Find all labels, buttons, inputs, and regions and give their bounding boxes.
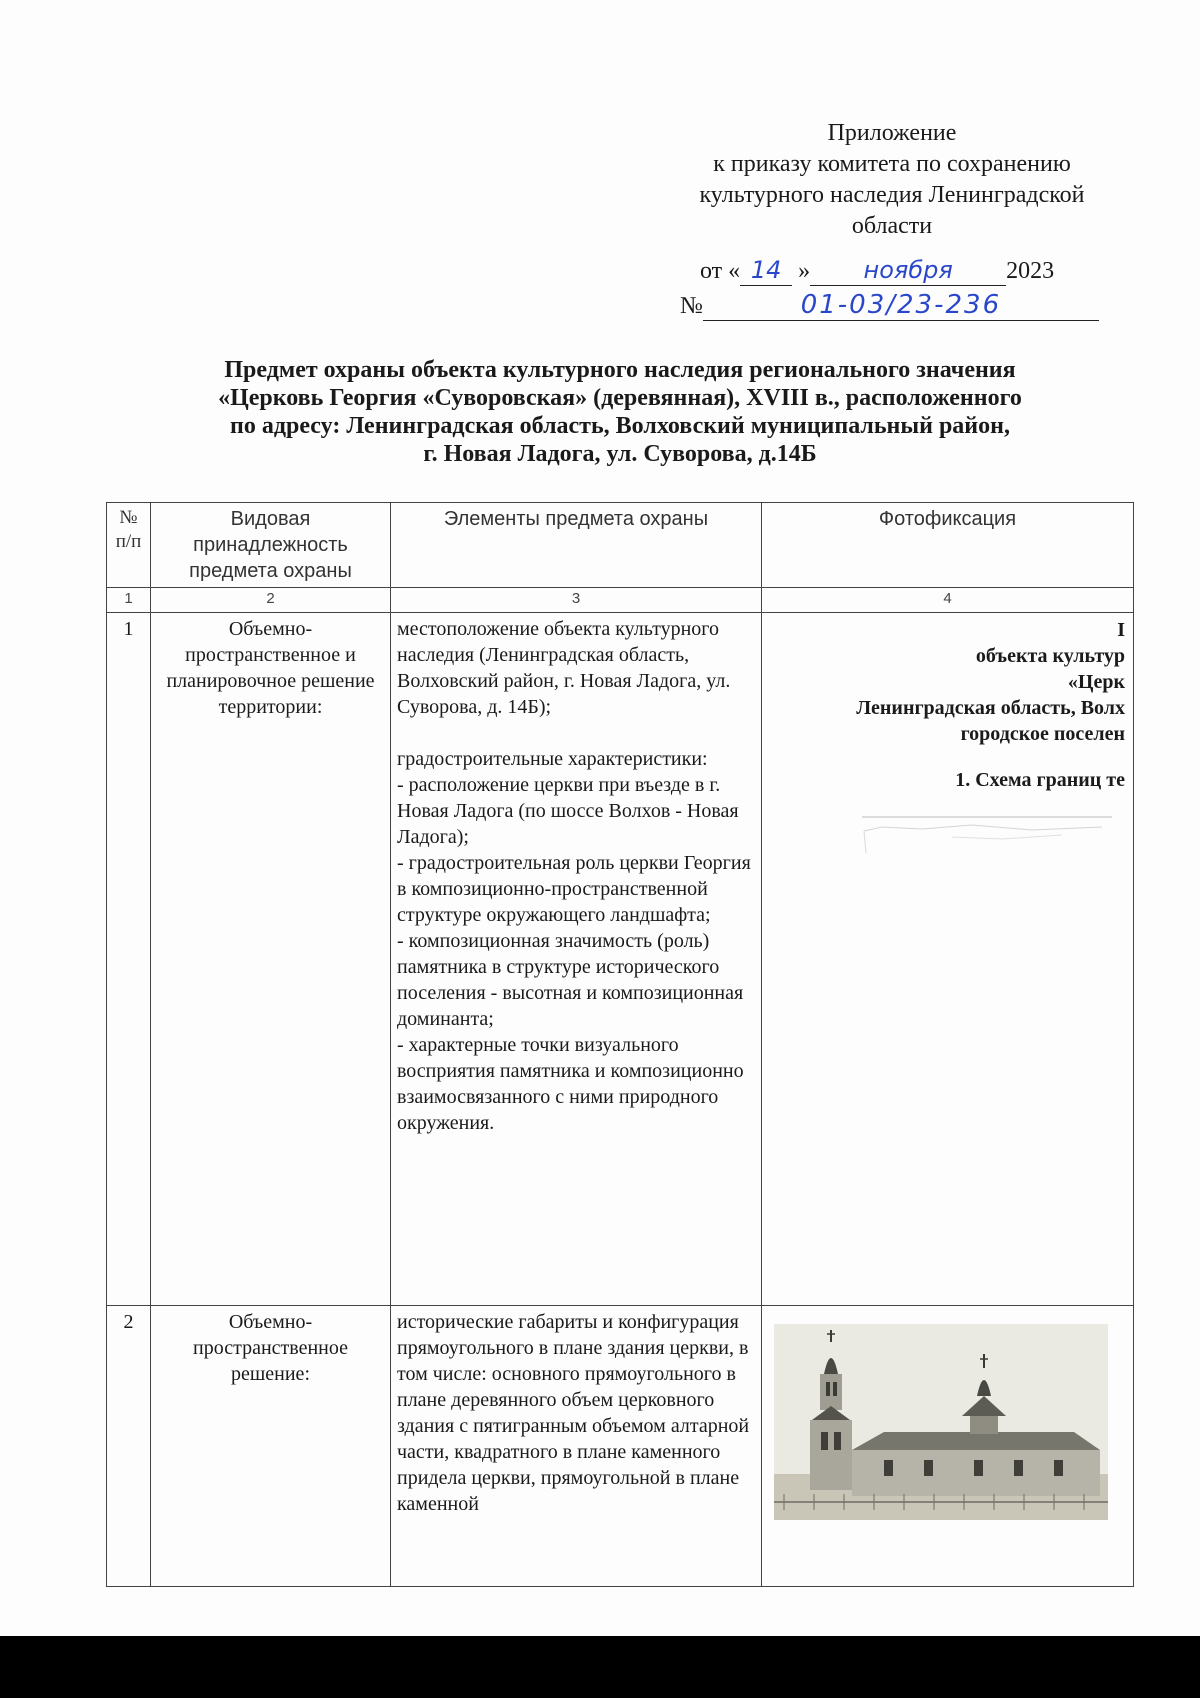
- element-paragraph: - характерные точки визуального восприятия памятника и композиционно взаимосвязанного с ними природного окружения.: [397, 1034, 744, 1134]
- column-number-row: [107, 588, 1134, 613]
- order-number-handwritten: 01-03/23-236: [800, 290, 1002, 320]
- row-elements: [391, 613, 762, 1306]
- scheme-title-line: «Церк: [1067, 671, 1125, 693]
- header-elements: Элементы предмета охраны: [391, 503, 762, 588]
- church-photo: [774, 1324, 1108, 1520]
- date-month-handwritten: ноября: [863, 256, 953, 284]
- element-paragraph: градостроительные характеристики:: [397, 748, 708, 770]
- element-paragraph: - расположение церкви при въезде в г. Новая Ладога (по шоссе Волхов - Новая Ладога);: [397, 774, 739, 848]
- boundary-scheme-title: [856, 617, 1125, 793]
- scheme-title-line: объекта культур: [975, 645, 1125, 667]
- scheme-title-line: I: [1117, 619, 1125, 641]
- header-type: Видовая принадлежность предмета охраны: [151, 503, 391, 588]
- title-line: Предмет охраны объекта культурного наследия регионального значения: [224, 357, 1016, 383]
- row-number: 2: [107, 1306, 151, 1587]
- protection-subject-table: [106, 502, 1134, 1587]
- date-prefix: от «: [700, 258, 741, 284]
- column-number: 1: [107, 588, 151, 613]
- appendix-line: к приказу комитета по сохранению: [713, 151, 1071, 177]
- column-number: 4: [762, 588, 1134, 613]
- date-day-handwritten: 14: [750, 256, 782, 284]
- element-paragraph: местоположение объекта культурного наследия (Ленинградская область, Волховский район, г. Новая Ладога, ул. Суворова, д. 14Б);: [397, 618, 731, 718]
- column-number: 2: [151, 588, 391, 613]
- title-line: «Церковь Георгия «Суворовская» (деревянная), XVIII в., расположенного: [218, 385, 1022, 411]
- order-number: [680, 290, 1099, 321]
- row-type: Объемно-пространственное решение:: [151, 1306, 391, 1587]
- scheme-title-line: Ленинградская область, Волх: [856, 697, 1125, 719]
- scan-bottom-border: [0, 1636, 1200, 1698]
- element-paragraph: исторические габариты и конфигурация прямоугольного в плане здания церкви, в том числе: основного прямоугольного в плане деревянного объем церковного здания с пятигранным объемом алтарной части, квадратного в плане каменного придела церкви, прямоугольной в плане каменной: [397, 1311, 750, 1515]
- row-photo: [762, 613, 1134, 1306]
- row-number: 1: [107, 613, 151, 1306]
- element-paragraph: - композиционная значимость (роль) памятника в структуре исторического поселения - высотная и композиционная доминанта;: [397, 930, 744, 1030]
- scheme-title-line: городское поселен: [960, 723, 1125, 745]
- date-mid: »: [798, 258, 811, 284]
- order-date: [700, 256, 1054, 286]
- date-year: 2023: [1006, 258, 1055, 284]
- appendix-line: Приложение: [827, 120, 957, 146]
- title-line: г. Новая Ладога, ул. Суворова, д.14Б: [423, 441, 817, 467]
- row-photo: [762, 1306, 1134, 1587]
- appendix-line: культурного наследия Ленинградской: [699, 182, 1085, 208]
- scheme-title-line: 1. Схема границ те: [955, 769, 1125, 791]
- column-number: 3: [391, 588, 762, 613]
- table-row: [107, 1306, 1134, 1587]
- row-type: Объемно-пространственное и планировочное решение территории:: [151, 613, 391, 1306]
- header-num: № п/п: [107, 503, 151, 588]
- table-header-row: [107, 503, 1134, 588]
- table-row: [107, 613, 1134, 1306]
- element-paragraph: - градостроительная роль церкви Георгия в композиционно-пространственной структуре окружающего ландшафта;: [397, 852, 751, 926]
- appendix-block: [652, 118, 1132, 242]
- title-line: по адресу: Ленинградская область, Волховский муниципальный район,: [230, 413, 1010, 439]
- row-elements: [391, 1306, 762, 1587]
- boundary-scheme-sketch: [862, 813, 1112, 863]
- number-sign: №: [680, 293, 703, 319]
- document-title: [120, 356, 1120, 468]
- header-photo: Фотофиксация: [762, 503, 1134, 588]
- appendix-line: области: [851, 213, 933, 239]
